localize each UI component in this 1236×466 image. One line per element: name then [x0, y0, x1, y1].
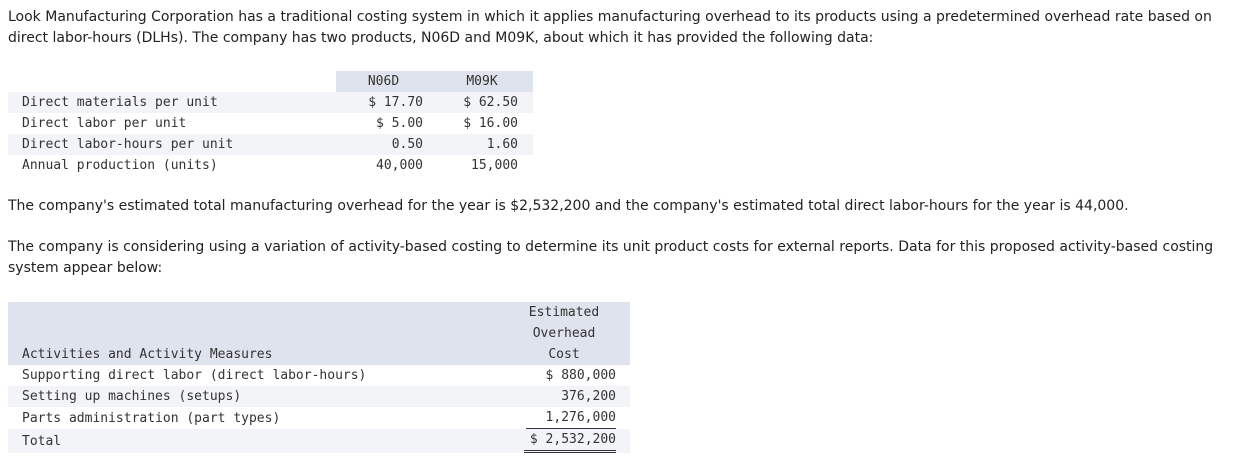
- activity-label: Supporting direct labor (direct labor-hours): [22, 368, 367, 383]
- row-label: Direct materials per unit: [8, 92, 336, 113]
- cell-n06d: $ 5.00: [376, 116, 423, 131]
- total-row: [8, 429, 630, 453]
- product-data-table: [8, 71, 533, 176]
- cell-m09k: 1.60: [431, 134, 533, 155]
- cell-m09k: $ 16.00: [463, 116, 518, 131]
- table-row: [8, 155, 533, 176]
- row-label: Annual production (units): [22, 158, 218, 173]
- cell-n06d: $ 17.70: [336, 92, 431, 113]
- activities-header: Activities and Activity Measures: [8, 302, 498, 365]
- abc-intro-paragraph: The company is considering using a variation of activity-based costing to determine its unit product costs for external reports. Data for this proposed activity-based costing system appear below:: [8, 239, 1214, 276]
- cell-n06d: 40,000: [376, 158, 423, 173]
- table-row: [8, 365, 630, 386]
- table-row: [8, 113, 533, 134]
- col-header-n06d: N06D: [336, 71, 431, 92]
- cell-m09k: 15,000: [471, 158, 518, 173]
- activity-label: Setting up machines (setups): [8, 386, 498, 407]
- table-row: [8, 134, 533, 155]
- total-cost: $ 2,532,200: [498, 429, 630, 453]
- cell-m09k: $ 62.50: [431, 92, 533, 113]
- table-header-row: [8, 71, 533, 92]
- cell-n06d: 0.50: [336, 134, 431, 155]
- row-label: Direct labor-hours per unit: [8, 134, 336, 155]
- table-header-row: [8, 302, 630, 365]
- activity-cost: 1,276,000: [498, 407, 630, 429]
- estimated-overhead-cost-header: Estimated Overhead Cost: [498, 302, 630, 365]
- intro-paragraph: Look Manufacturing Corporation has a traditional costing system in which it applies manufacturing overhead to its products using a predetermined overhead rate based on direct labor-hours (DLHs). The company has two products, N06D and M09K, about which it has provided the following data:: [8, 9, 1212, 46]
- table-row: [8, 92, 533, 113]
- activity-cost-table: [8, 302, 630, 453]
- activity-cost: 376,200: [498, 386, 630, 407]
- col-header-m09k: M09K: [431, 71, 533, 92]
- total-label: Total: [8, 429, 498, 453]
- activity-label: Parts administration (part types): [22, 410, 281, 426]
- row-label: Direct labor per unit: [22, 116, 187, 131]
- overhead-statement: The company's estimated total manufacturing overhead for the year is $2,532,200 and the company's estimated total direct labor-hours for the year is 44,000.: [8, 198, 1129, 214]
- table-row: [8, 386, 630, 407]
- activity-cost: $ 880,000: [545, 368, 616, 383]
- table-row: [8, 407, 630, 429]
